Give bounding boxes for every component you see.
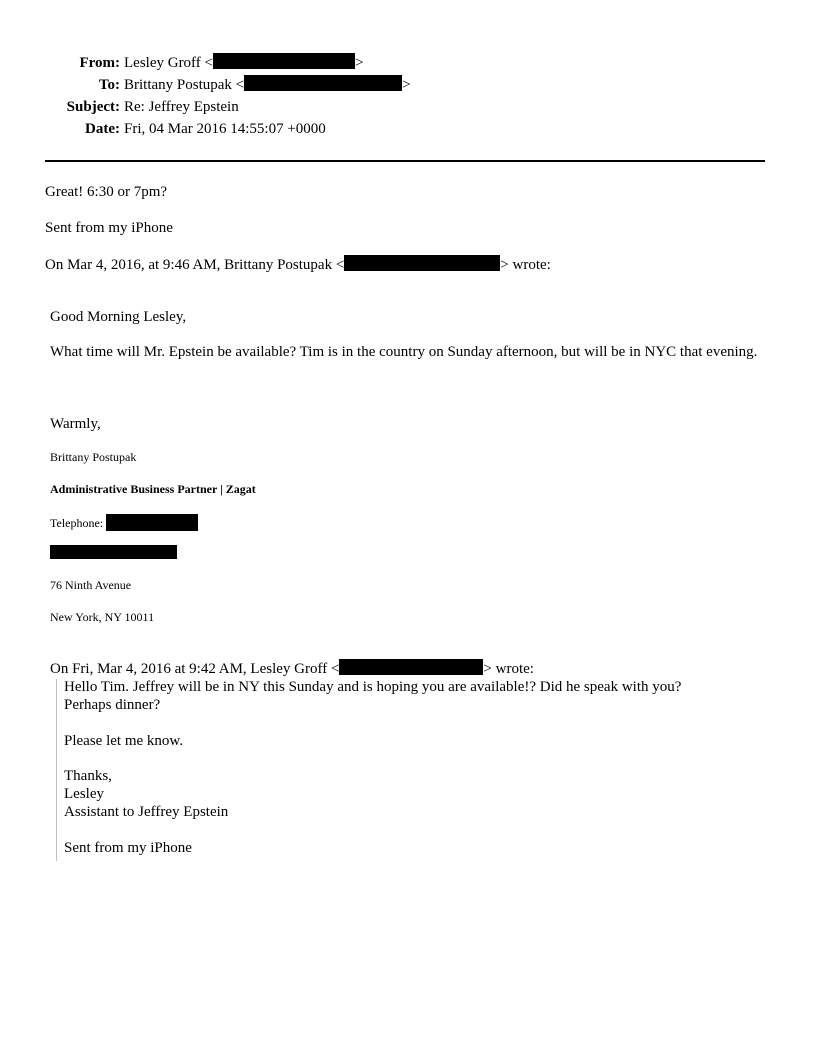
from-label: From:: [79, 55, 120, 71]
redacted-email: [344, 255, 500, 271]
quoted-sent-from: Sent from my iPhone: [64, 840, 192, 856]
date-value: Fri, 04 Mar 2016 14:55:07 +0000: [124, 121, 326, 137]
subject-label: Subject:: [66, 99, 120, 115]
from-row: [0, 52, 816, 74]
reply-intro-prefix: On Mar 4, 2016, at 9:46 AM, Brittany Postupak <: [45, 257, 345, 273]
quoted-line: Perhaps dinner?: [64, 697, 161, 713]
to-label: To:: [98, 77, 120, 93]
redacted-signature-line: [50, 545, 177, 559]
reply-greeting: Good Morning Lesley,: [50, 309, 187, 325]
signature-phone: [50, 514, 198, 531]
signature-address-line2: New York, NY 10011: [50, 610, 155, 624]
quoted-line: Please let me know.: [64, 733, 183, 749]
to-value: Brittany Postupak < >: [124, 77, 411, 93]
quote-bar: [56, 679, 57, 861]
from-value: Lesley Groff < >: [124, 55, 364, 71]
signature-title: Administrative Business Partner | Zagat: [50, 482, 256, 496]
redacted-email: [244, 75, 402, 91]
quoted-name: Lesley: [64, 786, 104, 802]
signature-address-line1: 76 Ninth Avenue: [50, 578, 132, 592]
quoted-line: Hello Tim. Jeffrey will be in NY this Sunday and is hoping you are available!? Did he speak with you?: [64, 679, 682, 695]
reply-intro-suffix: > wrote:: [500, 257, 551, 273]
reply-intro: [45, 255, 551, 274]
quoted-intro: [50, 659, 534, 678]
redacted-email: [339, 659, 483, 675]
body-line: Great! 6:30 or 7pm?: [45, 184, 168, 200]
date-label: Date:: [85, 121, 120, 137]
subject-row: [0, 96, 816, 118]
sent-from-line: Sent from my iPhone: [45, 220, 173, 236]
email-header: [0, 52, 816, 140]
header-divider: [45, 160, 765, 162]
signature-name: Brittany Postupak: [50, 450, 137, 464]
redacted-email: [213, 53, 355, 69]
redacted-phone: [106, 514, 198, 531]
from-name: Lesley Groff: [124, 55, 201, 71]
to-name: Brittany Postupak: [124, 77, 232, 93]
subject-value: Re: Jeffrey Epstein: [124, 99, 239, 115]
quoted-intro-suffix: > wrote:: [483, 661, 534, 677]
quoted-thanks: Thanks,: [64, 768, 112, 784]
quoted-intro-prefix: On Fri, Mar 4, 2016 at 9:42 AM, Lesley Groff <: [50, 661, 340, 677]
reply-message: What time will Mr. Epstein be available? Tim is in the country on Sunday afternoon, but will be in NYC that evening.: [50, 344, 758, 360]
to-row: [0, 74, 816, 96]
date-row: [0, 118, 816, 140]
reply-closing: Warmly,: [50, 416, 101, 432]
quoted-role: Assistant to Jeffrey Epstein: [64, 804, 229, 820]
signature-phone-label: Telephone:: [50, 516, 104, 530]
